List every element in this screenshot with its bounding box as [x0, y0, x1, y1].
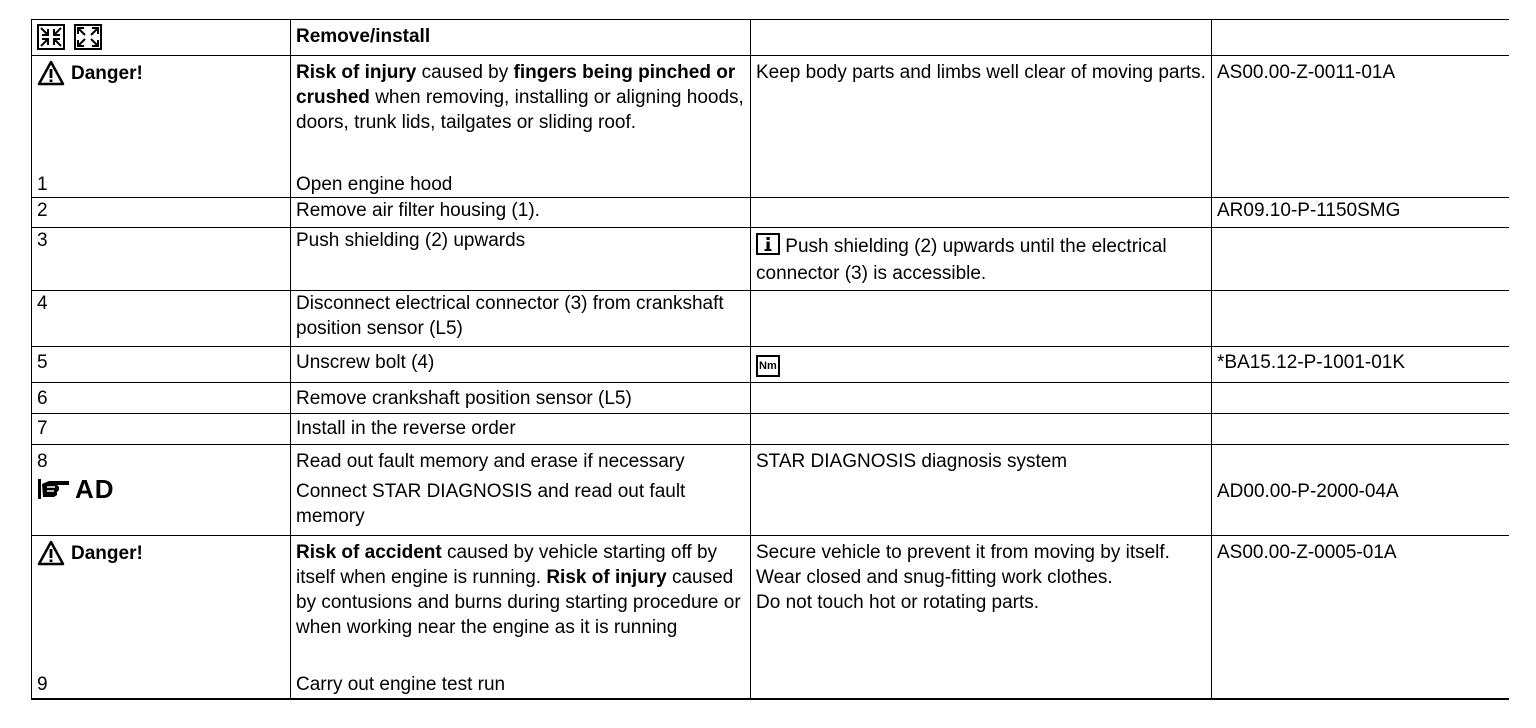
step-text: Remove air filter housing (1). — [291, 198, 751, 228]
table-row — [32, 347, 1510, 383]
step-number: 1 — [37, 174, 48, 195]
step-text: Read out fault memory and erase if necessary — [296, 451, 685, 472]
torque-icon: Nm — [756, 355, 780, 377]
step-text: Install in the reverse order — [291, 414, 751, 445]
step-text: Open engine hood — [296, 174, 453, 195]
step-number: 7 — [32, 414, 291, 445]
note-text: Push shielding (2) upwards until the electrical connector (3) is accessible. — [756, 236, 1167, 284]
step-number: 9 — [37, 673, 48, 695]
step-text: Carry out engine test run — [296, 673, 506, 695]
ad-label: AD — [37, 476, 285, 502]
reference-cell: AS00.00-Z-0011-01A — [1212, 56, 1510, 198]
table-row — [32, 536, 1510, 699]
warning-icon — [37, 540, 65, 566]
table-row — [32, 383, 1510, 414]
install-icon — [74, 24, 102, 50]
step-number: 4 — [32, 291, 291, 347]
step-text: Push shielding (2) upwards — [291, 228, 751, 291]
table-row — [32, 198, 1510, 228]
note-line: Secure vehicle to prevent it from moving by itself. — [756, 542, 1170, 563]
step-number: 8 — [37, 451, 48, 472]
step-text: Remove crankshaft position sensor (L5) — [291, 383, 751, 414]
header-title: Remove/install — [291, 20, 751, 56]
reference-cell: *BA15.12-P-1001-01K — [1212, 347, 1510, 383]
pointing-hand-icon — [37, 476, 71, 502]
table-row — [32, 445, 1510, 536]
note-cell: Keep body parts and limbs well clear of moving parts. — [751, 56, 1212, 198]
reference-cell: AS00.00-Z-0005-01A — [1212, 536, 1510, 699]
risk-text: Risk of accident caused by vehicle starting off by itself when engine is running. Risk of injury caused by contusions and burns during starting procedure or when working near the engine as it is running — [296, 542, 741, 638]
remove-install-icons — [32, 20, 291, 56]
procedure-table — [31, 19, 1509, 700]
remove-icon — [37, 24, 65, 50]
table-row — [32, 414, 1510, 445]
info-icon — [756, 233, 780, 255]
step-number: 2 — [32, 198, 291, 228]
risk-text: Risk of injury caused by fingers being pinched or crushed when removing, installing or aligning hoods, doors, trunk lids, tailgates or sliding roof. — [296, 62, 744, 133]
warning-icon — [37, 60, 65, 86]
step-number: 6 — [32, 383, 291, 414]
note-line: Wear closed and snug-fitting work clothes. — [756, 567, 1113, 588]
table-row — [32, 291, 1510, 347]
reference-cell: AD00.00-P-2000-04A — [1217, 481, 1399, 502]
note-cell: STAR DIAGNOSIS diagnosis system — [751, 445, 1212, 536]
note-line: Do not touch hot or rotating parts. — [756, 592, 1040, 613]
reference-cell: AR09.10-P-1150SMG — [1212, 198, 1510, 228]
procedure-page — [31, 19, 1509, 700]
step-number: 3 — [32, 228, 291, 291]
table-row — [32, 56, 1510, 198]
step-text: Unscrew bolt (4) — [291, 347, 751, 383]
danger-label: Danger! — [37, 60, 285, 86]
step-text: Disconnect electrical connector (3) from crankshaft position sensor (L5) — [291, 291, 751, 347]
table-row — [32, 228, 1510, 291]
danger-label: Danger! — [37, 540, 285, 566]
ad-text: Connect STAR DIAGNOSIS and read out fault memory — [296, 481, 686, 527]
header-row — [32, 20, 1510, 56]
step-number: 5 — [32, 347, 291, 383]
